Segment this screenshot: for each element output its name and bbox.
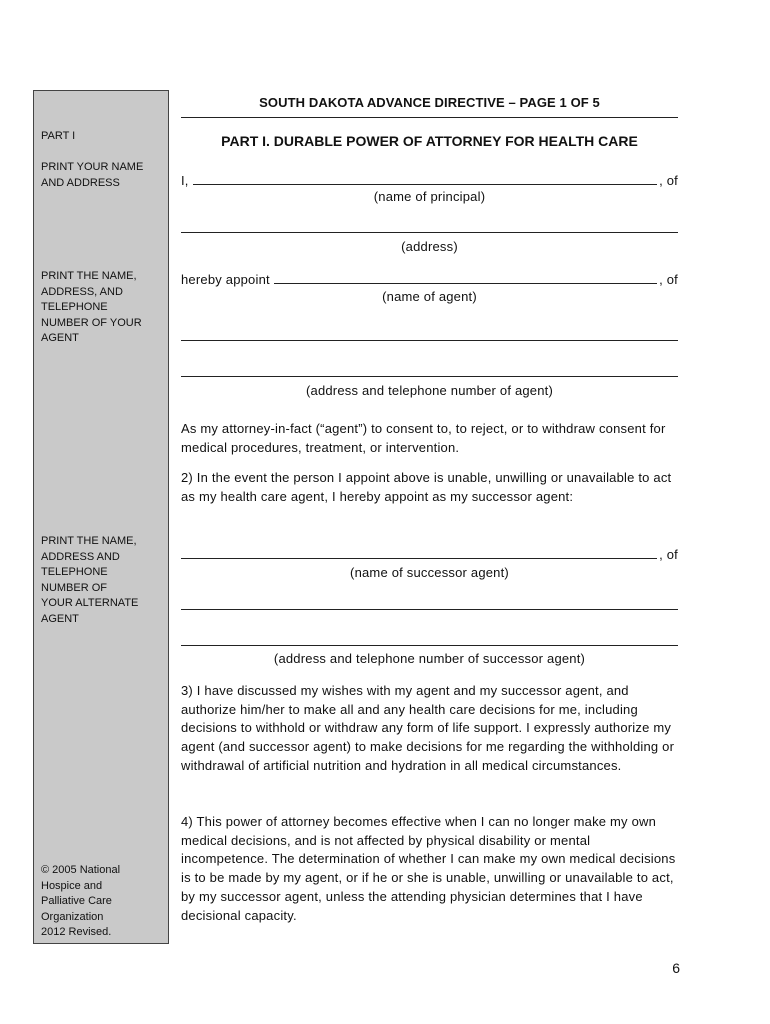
header-divider — [181, 117, 678, 118]
successor-address-field-2[interactable] — [181, 644, 678, 646]
successor-address-row-1 — [181, 596, 678, 613]
copyright-notice: © 2005 National Hospice and Palliative Care Organization 2012 Revised. — [41, 864, 121, 938]
successor-name-field[interactable] — [181, 557, 657, 559]
document-title: SOUTH DAKOTA ADVANCE DIRECTIVE – PAGE 1 OF 5 — [259, 95, 600, 110]
principal-name-row — [181, 171, 678, 188]
agent-of-label: , of — [659, 272, 678, 287]
sidebar-agent-instruction: PRINT THE NAME, ADDRESS, AND TELEPHONE NUMBER OF YOUR AGENT — [41, 270, 142, 344]
agent-address-row-2 — [181, 363, 678, 380]
effective-paragraph: 4) This power of attorney becomes effective when I can no longer make my own medical decisions, and is not affected by physical disability or mental incompetence. The determination of whether I can make my own medical decisions is to be made by my agent, or if he or she is unable, unwilling or unavailable to act, by my successor agent, unless the attending physician determines that I have decisional capacity. — [181, 814, 676, 923]
principal-address-row — [181, 219, 678, 236]
sidebar-alternate-agent-instruction: PRINT THE NAME, ADDRESS AND TELEPHONE NUMBER OF YOUR ALTERNATE AGENT — [41, 535, 139, 625]
principal-name-field[interactable] — [193, 183, 658, 185]
page-number: 6 — [672, 960, 680, 976]
attorney-in-fact-paragraph: As my attorney-in-fact (“agent”) to consent to, to reject, or to withdraw consent for medical procedures, treatment, or intervention. — [181, 421, 666, 455]
principal-address-field[interactable] — [181, 231, 678, 233]
successor-paragraph: 2) In the event the person I appoint above is unable, unwilling or unavailable to act as my health care agent, I hereby appoint as my successor agent: — [181, 470, 672, 504]
part-title: PART I. DURABLE POWER OF ATTORNEY FOR HEALTH CARE — [221, 133, 638, 149]
of-label: , of — [659, 173, 678, 188]
agent-address-row-1 — [181, 327, 678, 344]
successor-address-row-2 — [181, 632, 678, 649]
successor-name-row — [181, 545, 678, 562]
agent-name-row — [181, 270, 678, 287]
successor-of-label: , of — [659, 547, 678, 562]
successor-address-caption: (address and telephone number of successor agent) — [273, 651, 586, 666]
sidebar-part-label: PART I — [41, 130, 76, 142]
successor-name-caption: (name of successor agent) — [350, 565, 509, 580]
sidebar-name-address-instruction: PRINT YOUR NAME AND ADDRESS — [41, 161, 144, 189]
hereby-appoint-label: hereby appoint — [181, 272, 270, 287]
principal-address-caption: (address) — [401, 239, 458, 254]
agent-address-caption: (address and telephone number of agent) — [305, 383, 554, 398]
sidebar-panel — [33, 90, 169, 944]
agent-address-field-2[interactable] — [181, 375, 678, 377]
authorization-paragraph: 3) I have discussed my wishes with my agent and my successor agent, and authorize him/her to make all and any health care decisions for me, including decisions to withhold or withdraw any form of life support. I expressly authorize my agent (and successor agent) to make decisions for me regarding the withholding or withdrawal of artificial nutrition and hydration in all medical circumstances. — [181, 683, 675, 773]
agent-address-field-1[interactable] — [181, 339, 678, 341]
agent-name-caption: (name of agent) — [382, 289, 477, 304]
agent-name-field[interactable] — [274, 282, 657, 284]
principal-name-caption: (name of principal) — [373, 189, 486, 204]
i-label: I, — [181, 173, 189, 188]
successor-address-field-1[interactable] — [181, 608, 678, 610]
